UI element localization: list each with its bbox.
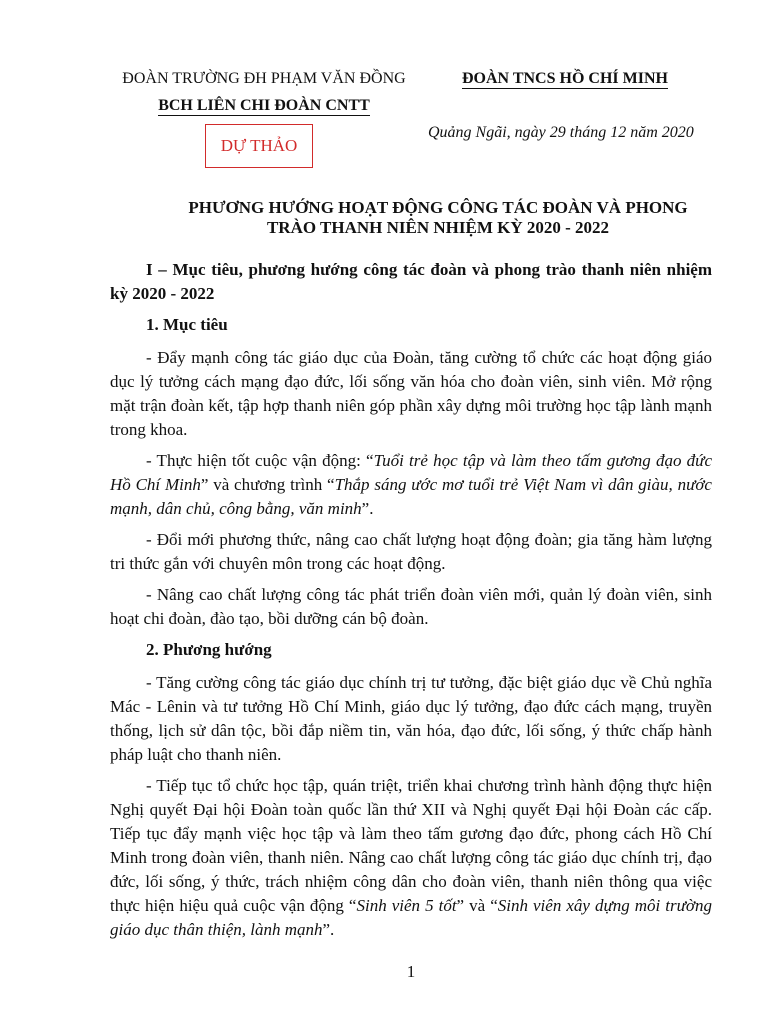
- date-line: Quảng Ngãi, ngày 29 tháng 12 năm 2020: [428, 124, 694, 141]
- directions-p2-quote-2: Sinh viên xây dựng môi trường giáo dục thân thiện, lành mạnh: [110, 896, 712, 939]
- draft-stamp: DỰ THẢO: [205, 124, 313, 168]
- goals-p2-quote-2: Thắp sáng ước mơ tuổi trẻ Việt Nam vì dân giàu, nước mạnh, dân chủ, công bằng, văn minh: [110, 475, 712, 518]
- goals-p2-text-c: ” và chương trình “: [200, 475, 335, 494]
- directions-paragraph-2: [110, 774, 712, 942]
- document-title: [108, 198, 768, 238]
- committee-name-text: BCH LIÊN CHI ĐOÀN CNTT: [158, 97, 370, 114]
- directions-paragraph-1: - Tăng cường công tác giáo dục chính trị tư tưởng, đặc biệt giáo dục về Chủ nghĩa Mác - Lênin và tư tưởng Hồ Chí Minh, giáo dục lý tưởng, đạo đức cách mạng, truyền thống, lịch sử dân tộc, bồi đắp niềm tin, văn hóa, đạo đức, lối sống, ý thức chấp hành pháp luật cho thanh niên.: [110, 673, 712, 764]
- directions-p2-text-c: ” và “: [456, 896, 498, 915]
- goals-paragraph-2: [110, 449, 712, 521]
- directions-p2-text-a: - Tiếp tục tổ chức học tập, quán triệt, triển khai chương trình hành động thực hiện Nghị quyết Đại hội Đoàn toàn quốc lần thứ XII và Nghị quyết Đại hội Đoàn các cấp. Tiếp tục đẩy mạnh việc học tập và làm theo tấm gương đạo đức, phong cách Hồ Chí Minh trong đoàn viên, thanh niên. Nâng cao chất lượng công tác giáo dục chính trị, đạo đức, lối sống, ý thức, trách nhiệm công dân cho đoàn viên, thanh niên thông qua việc thực hiện hiệu quả cuộc vận động “: [110, 776, 712, 915]
- document-body: [110, 258, 712, 949]
- org-right-name-text: ĐOÀN TNCS HỒ CHÍ MINH: [462, 70, 668, 87]
- goals-paragraph-3: - Đổi mới phương thức, nâng cao chất lượng hoạt động đoàn; gia tăng hàm lượng tri thức gắn với chuyên môn trong các hoạt động.: [110, 530, 712, 573]
- goals-p2-text-e: ”.: [361, 499, 374, 518]
- committee-name: [110, 97, 418, 115]
- goals-paragraph-4: - Nâng cao chất lượng công tác phát triển đoàn viên mới, quản lý đoàn viên, sinh hoạt chi đoàn, đào tạo, bồi dưỡng cán bộ đoàn.: [110, 585, 712, 628]
- directions-heading: 2. Phương hướng: [146, 640, 272, 659]
- directions-p2-text-e: ”.: [322, 920, 335, 939]
- org-left-name: ĐOÀN TRƯỜNG ĐH PHẠM VĂN ĐỒNG: [122, 70, 406, 87]
- title-line-2: TRÀO THANH NIÊN NHIỆM KỲ 2020 - 2022: [266, 218, 610, 237]
- goals-p2-quote-1: Tuổi trẻ học tập và làm theo tấm gương đạo đức Hồ Chí Minh: [110, 451, 712, 494]
- page-number: 1: [406, 962, 416, 981]
- goals-p2-text-a: - Thực hiện tốt cuộc vận động: “: [146, 451, 374, 470]
- goals-paragraph-1: - Đẩy mạnh công tác giáo dục của Đoàn, tăng cường tổ chức các hoạt động giáo dục lý tưởng cách mạng đạo đức, lối sống văn hóa cho đoàn viên, sinh viên. Mở rộng mặt trận đoàn kết, tập hợp thanh niên góp phần xây dựng môi trường học tập lành mạnh trong khoa.: [110, 348, 712, 439]
- goals-heading: 1. Mục tiêu: [146, 315, 228, 334]
- title-line-1: PHƯƠNG HƯỚNG HOẠT ĐỘNG CÔNG TÁC ĐOÀN VÀ PHONG: [188, 198, 688, 217]
- section-1-heading: I – Mục tiêu, phương hướng công tác đoàn và phong trào thanh niên nhiệm kỳ 2020 - 2022: [110, 260, 712, 303]
- directions-p2-quote-1: Sinh viên 5 tốt: [356, 896, 457, 915]
- org-right-name: [462, 70, 668, 88]
